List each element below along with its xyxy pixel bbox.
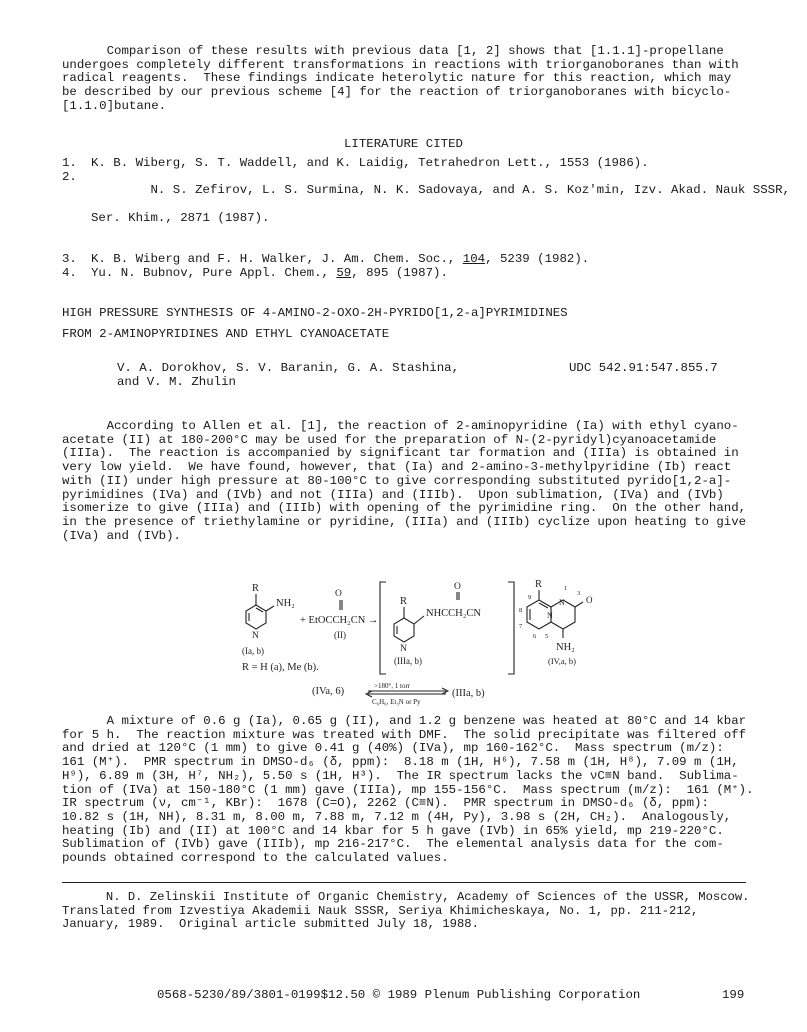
text-line: According to Allen et al. [1], the reaction of 2-aminopyridine (Ia) with ethyl cyano- — [62, 419, 739, 433]
substituent-definition: R = H (a), Me (b). — [242, 662, 319, 673]
reference-text: Yu. N. Bubnov, Pure Appl. Chem., — [91, 265, 337, 280]
compound-label-iv: (IV,a, b) — [548, 656, 576, 666]
substituent-r: R — [535, 579, 543, 590]
footnote-line: Translated from Izvestiya Akademii Nauk SSSR, Seriya Khimicheskaya, No. 1, pp. 211-212, — [62, 903, 699, 918]
equation-right-compound: (IIIa, b) — [452, 688, 485, 699]
text-line: heating (Ib) and (II) at 100°C and 14 kbar for 5 h gave (IVb) in 65% yield, mp 219-220°C. — [62, 823, 724, 838]
ring-position-number: 6 — [533, 633, 537, 640]
reference-volume: 59 — [336, 265, 352, 280]
article-title-line-1: HIGH PRESSURE SYNTHESIS OF 4-AMINO-2-OXO-2H-PYRIDO[1,2-a]PYRIMIDINES — [62, 306, 568, 320]
carbonyl-oxygen: O — [335, 589, 342, 599]
footnote-line: January, 1989. Original article submitted July 18, 1988. — [62, 917, 479, 932]
text-line: in the presence of triethylamine or pyridine, (IIIa) and (IIIb) cyclize upon heating to give — [62, 514, 747, 529]
author-list — [117, 361, 459, 390]
compound-label-i: (Ia, b) — [242, 646, 264, 656]
intro-paragraph — [62, 45, 739, 114]
page-number: 199 — [722, 988, 745, 1002]
footnote — [62, 891, 750, 932]
carbonyl-oxygen: O — [586, 595, 593, 605]
amino-group: NH₂ — [276, 598, 295, 609]
article-title-line-2: FROM 2-AMINOPYRIDINES AND ETHYL CYANOACETATE — [62, 327, 390, 341]
text-line: (IVa) and (IVb). — [62, 528, 181, 543]
ring-position-number: 9 — [528, 594, 532, 601]
reference-item — [62, 171, 790, 253]
text-line: H⁹), 6.89 m (3H, H⁷, NH₂), 5.50 s (1H, H³). The IR spectrum lacks the νC≡N band. Sublima- — [62, 768, 739, 783]
reference-text: N. S. Zefirov, L. S. Surmina, N. K. Sadovaya, and A. S. Koz'min, Izv. Akad. Nauk SSSR, — [150, 183, 790, 198]
compound-label-ii: (II) — [334, 630, 346, 640]
reference-text: K. B. Wiberg and F. H. Walker, J. Am. Chem. Soc., — [91, 251, 463, 266]
ring-nitrogen: N — [400, 644, 407, 654]
equation-conditions-below: C₆H₆, Et₃N or Py — [372, 698, 421, 706]
text-line: be described by our previous scheme [4] for the reaction of triorganoboranes with bicyclo- — [62, 85, 732, 100]
reference-list — [62, 157, 790, 280]
text-line: [1.1.0]butane. — [62, 98, 167, 113]
ring-position-number: 7 — [519, 623, 523, 630]
substituent-r: R — [400, 596, 408, 607]
text-line: Sublimation of (IVb) gave (IIIb), mp 216-217°C. The elemental analysis data for the com- — [62, 837, 724, 852]
text-line: tion of (IVa) at 150-180°C (1 mm) gave (IIIa), mp 155-156°C. Mass spectrum (m/z): 161 (M⁺). — [62, 782, 754, 797]
text-line: (IIIa). The reaction is accompanied by significant tar formation and (IIIa) is obtained in — [62, 446, 739, 461]
ring-position-number: 8 — [519, 607, 523, 614]
ring-nitrogen: N — [252, 631, 259, 641]
text-line: 10.82 s (1H, NH), 8.31 m, 8.00 m, 7.88 m, 7.12 m (4H, Py), 3.98 s (2H, CH₂). Analogously, — [62, 809, 732, 824]
compound-label-iii: (IIIa, b) — [394, 656, 422, 666]
equation-conditions-above: >180°, 1 torr — [374, 682, 411, 690]
reagent-ethyl-cyanoacetate: + EtOCCH₂CN → — [300, 615, 379, 626]
authors-line-2: and V. M. Zhulin — [117, 375, 236, 390]
text-line: for 5 h. The reaction mixture was treated with DMF. The solid precipitate was filtered off — [62, 727, 747, 742]
text-line: pounds obtained correspond to the calculated values. — [62, 851, 449, 866]
reference-text-end: , 895 (1987). — [351, 265, 448, 280]
text-line: Comparison of these results with previous data [1, 2] shows that [1.1.1]-propellane — [62, 44, 724, 58]
carbonyl-oxygen: O — [454, 582, 461, 592]
equation-left-compound: (IVa, 6) — [312, 686, 345, 697]
left-bracket — [380, 582, 386, 674]
reference-text: K. B. Wiberg, S. T. Waddell, and K. Laidig, Tetrahedron Lett., 1553 (1986). — [91, 156, 649, 170]
text-line: A mixture of 0.6 g (Ia), 0.65 g (II), and 1.2 g benzene was heated at 80°C and 14 kbar — [62, 714, 747, 728]
text-line: pyrimidines (IVa) and (IVb) and not (IIIa) and (IIIb). Upon sublimation, (IVa) and (IVb) — [62, 487, 724, 502]
footnote-divider — [62, 882, 746, 883]
reference-text-continued: Ser. Khim., 2871 (1987). — [91, 210, 270, 225]
literature-cited-heading: LITERATURE CITED — [344, 137, 463, 151]
reference-item — [62, 253, 790, 267]
amide-chain: NHCCH₂CN — [426, 608, 482, 619]
body-paragraph-2 — [62, 715, 754, 866]
reference-item — [62, 157, 790, 171]
ring-nitrogen: N — [547, 611, 553, 620]
text-line: isomerize to give (IIIa) and (IIIb) with opening of the pyrimidine ring. On the other hand, — [62, 501, 747, 516]
reference-number: 1. — [62, 156, 77, 170]
udc-code: UDC 542.91:547.855.7 — [569, 361, 718, 375]
amino-group: NH₂ — [556, 642, 575, 653]
text-line: very low yield. We have found, however, that (Ia) and 2-amino-3-methylpyridine (Ib) react — [62, 460, 732, 475]
ring-position-number: 1 — [564, 585, 568, 592]
reference-number: 4. — [62, 265, 77, 280]
authors-line-1: V. A. Dorokhov, S. V. Baranin, G. A. Stashina, — [117, 361, 460, 375]
right-bracket — [508, 582, 514, 674]
reference-text-end: , 5239 (1982). — [485, 251, 590, 266]
ring-position-number: 3 — [577, 590, 581, 597]
text-line: and dried at 120°C (1 mm) to give 0.41 g (40%) (IVa), mp 160-162°C. Mass spectrum (m/z): — [62, 741, 724, 756]
reference-number: 2. — [62, 169, 77, 184]
reference-item — [62, 267, 790, 281]
text-line: radical reagents. These findings indicate heterolytic nature for this reaction, which may — [62, 71, 732, 86]
text-line: with (II) under high pressure at 80-100°C to give corresponding substituted pyrido[1,2-a]- — [62, 473, 732, 488]
footnote-line: N. D. Zelinskii Institute of Organic Chemistry, Academy of Sciences of the USSR, Moscow. — [62, 890, 750, 904]
text-line: IR spectrum (ν, cm⁻¹, KBr): 1678 (C=O), 2262 (C≡N). PMR spectrum in DMSO-d₆ (δ, ppm): — [62, 796, 709, 811]
copyright-line: 0568-5230/89/3801-0199$12.50 © 1989 Plenum Publishing Corporation — [157, 988, 641, 1002]
ring-nitrogen: N — [559, 598, 565, 607]
text-line: acetate (II) at 180-200°C may be used for the preparation of N-(2-pyridyl)cyanoacetamide — [62, 432, 717, 447]
text-line: undergoes completely different transformations in reactions with triorganoboranes than with — [62, 57, 739, 72]
reference-volume: 104 — [462, 251, 486, 266]
body-paragraph-1 — [62, 420, 746, 543]
reference-number: 3. — [62, 251, 77, 266]
text-line: 161 (M⁺). PMR spectrum in DMSO-d₆ (δ, ppm): 8.18 m (1H, H⁶), 7.58 m (1H, H⁸), 7.09 m (1H, — [62, 755, 739, 770]
ring-position-number: 5 — [545, 633, 549, 640]
substituent-r: R — [252, 583, 260, 594]
